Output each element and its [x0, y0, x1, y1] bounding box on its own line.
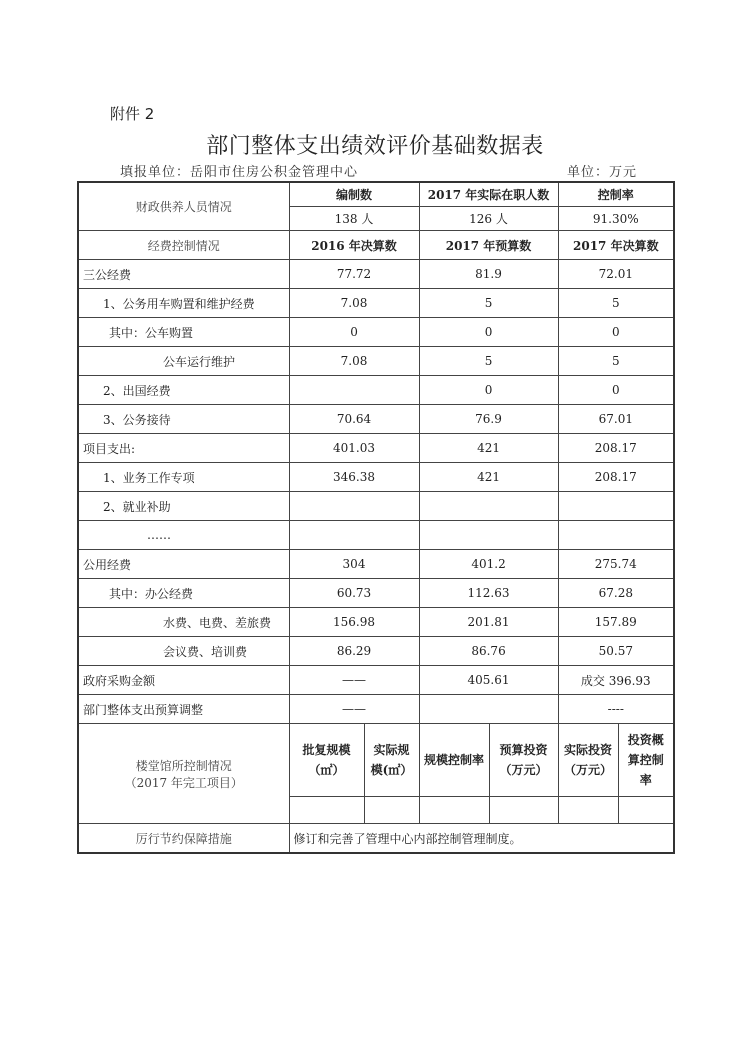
row-value: 0 — [419, 376, 558, 405]
staff-label: 财政供养人员情况 — [78, 182, 289, 231]
funds-header: 2016 年决算数 — [289, 231, 419, 260]
page-title: 部门整体支出绩效评价基础数据表 — [206, 134, 544, 159]
row-value — [558, 492, 674, 521]
row-label: 公用经费 — [78, 550, 289, 579]
table-row — [78, 463, 674, 492]
row-value: 67.01 — [558, 405, 674, 434]
row-value: 67.28 — [558, 579, 674, 608]
row-value: 405.61 — [419, 666, 558, 695]
row-value: 86.29 — [289, 637, 419, 666]
savings-value: 修订和完善了管理中心内部控制管理制度。 — [289, 824, 674, 854]
buildings-label-line1: 楼堂馆所控制情况 — [135, 758, 232, 773]
row-value: 275.74 — [558, 550, 674, 579]
table-row — [78, 666, 674, 695]
staff-value: 126 人 — [419, 207, 558, 231]
funds-label: 经费控制情况 — [78, 231, 289, 260]
staff-value: 91.30% — [558, 207, 674, 231]
reporting-unit: 填报单位：岳阳市住房公积金管理中心 — [120, 165, 359, 180]
row-value: 208.17 — [558, 434, 674, 463]
table-row — [78, 579, 674, 608]
row-label: 1、业务工作专项 — [78, 463, 289, 492]
row-value — [289, 521, 419, 550]
buildings-value — [489, 797, 558, 824]
staff-value: 138 人 — [289, 207, 419, 231]
row-value — [289, 492, 419, 521]
buildings-value — [558, 797, 618, 824]
row-value: 208.17 — [558, 463, 674, 492]
row-value: 421 — [419, 434, 558, 463]
row-value: 156.98 — [289, 608, 419, 637]
row-label: 公车运行维护 — [78, 347, 289, 376]
row-value: 72.01 — [558, 260, 674, 289]
currency-unit: 单位：万元 — [567, 165, 638, 180]
row-value: 7.08 — [289, 347, 419, 376]
funds-header: 2017 年预算数 — [419, 231, 558, 260]
buildings-label-line2: （2017 年完工项目） — [124, 775, 243, 790]
row-value — [419, 492, 558, 521]
row-value: 7.08 — [289, 289, 419, 318]
table-row — [78, 637, 674, 666]
row-value: 76.9 — [419, 405, 558, 434]
row-value: 0 — [558, 376, 674, 405]
row-label: 政府采购金额 — [78, 666, 289, 695]
row-value: 77.72 — [289, 260, 419, 289]
row-value — [419, 521, 558, 550]
table-row — [78, 289, 674, 318]
buildings-header: 规模控制率 — [419, 724, 489, 797]
buildings-header: 实际规模(㎡） — [364, 724, 419, 797]
row-label: …… — [78, 521, 289, 550]
row-value: 5 — [558, 289, 674, 318]
funds-header: 2017 年决算数 — [558, 231, 674, 260]
row-value: 5 — [419, 289, 558, 318]
savings-label: 厉行节约保障措施 — [78, 824, 289, 854]
buildings-header: 预算投资（万元） — [489, 724, 558, 797]
row-label: 其中：公车购置 — [78, 318, 289, 347]
row-value: —— — [289, 695, 419, 724]
row-label: 三公经费 — [78, 260, 289, 289]
row-value: 0 — [558, 318, 674, 347]
table-row — [78, 347, 674, 376]
row-value: 81.9 — [419, 260, 558, 289]
row-value: 401.03 — [289, 434, 419, 463]
row-value — [419, 695, 558, 724]
row-value: 70.64 — [289, 405, 419, 434]
row-value: 成交 396.93 — [558, 666, 674, 695]
row-label: 会议费、培训费 — [78, 637, 289, 666]
buildings-header: 投资概算控制率 — [618, 724, 674, 797]
buildings-value — [289, 797, 364, 824]
buildings-value — [419, 797, 489, 824]
staff-header-row — [78, 182, 674, 207]
buildings-value — [364, 797, 419, 824]
row-value: 346.38 — [289, 463, 419, 492]
table-row — [78, 550, 674, 579]
row-value: 421 — [419, 463, 558, 492]
row-label: 1、公务用车购置和维护经费 — [78, 289, 289, 318]
table-row — [78, 608, 674, 637]
row-label: 其中：办公经费 — [78, 579, 289, 608]
row-value: 157.89 — [558, 608, 674, 637]
buildings-value — [618, 797, 674, 824]
row-value: 0 — [419, 318, 558, 347]
table-row — [78, 434, 674, 463]
staff-header: 控制率 — [558, 182, 674, 207]
row-value — [558, 521, 674, 550]
row-value: —— — [289, 666, 419, 695]
row-value — [289, 376, 419, 405]
row-value: 50.57 — [558, 637, 674, 666]
row-value: 304 — [289, 550, 419, 579]
buildings-label — [78, 724, 289, 824]
row-label: 项目支出: — [78, 434, 289, 463]
row-label: 2、就业补助 — [78, 492, 289, 521]
row-value: 401.2 — [419, 550, 558, 579]
table-row — [78, 521, 674, 550]
row-value: 60.73 — [289, 579, 419, 608]
row-value: 86.76 — [419, 637, 558, 666]
table-row — [78, 492, 674, 521]
funds-header-row — [78, 231, 674, 260]
performance-data-table — [77, 181, 675, 854]
buildings-header-row — [78, 724, 674, 797]
staff-header: 编制数 — [289, 182, 419, 207]
row-label: 部门整体支出预算调整 — [78, 695, 289, 724]
attachment-label: 附件 2 — [110, 105, 155, 123]
row-value: 0 — [289, 318, 419, 347]
row-label: 水费、电费、差旅费 — [78, 608, 289, 637]
staff-header: 2017 年实际在职人数 — [419, 182, 558, 207]
row-label: 3、公务接待 — [78, 405, 289, 434]
table-row — [78, 318, 674, 347]
table-row — [78, 695, 674, 724]
table-row — [78, 405, 674, 434]
row-value: ---- — [558, 695, 674, 724]
savings-row — [78, 824, 674, 854]
row-value: 201.81 — [419, 608, 558, 637]
table-row — [78, 260, 674, 289]
row-label: 2、出国经费 — [78, 376, 289, 405]
row-value: 5 — [558, 347, 674, 376]
buildings-header: 实际投资（万元） — [558, 724, 618, 797]
table-row — [78, 376, 674, 405]
buildings-header: 批复规模（㎡） — [289, 724, 364, 797]
row-value: 5 — [419, 347, 558, 376]
row-value: 112.63 — [419, 579, 558, 608]
